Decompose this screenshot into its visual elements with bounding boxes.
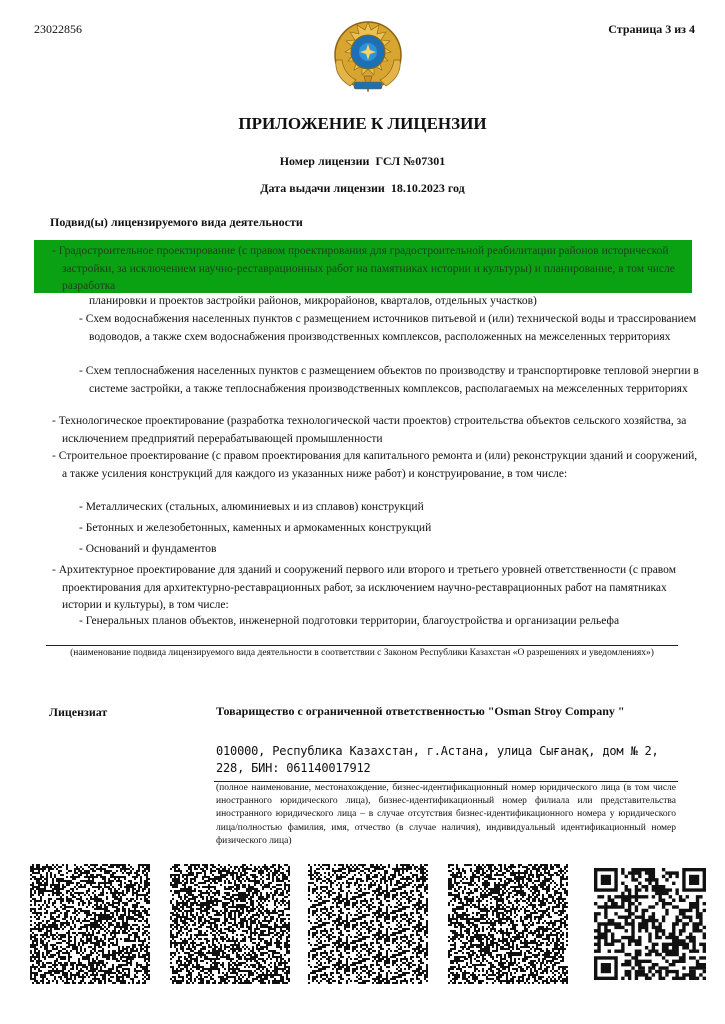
issue-date-value: 18.10.2023 год xyxy=(390,181,465,195)
activity-item: - Строительное проектирование (с правом проектирования для капитального ремонта и (или) реконструкции зданий и сооружений, а также усиления конструкций для каждого из указанных ниже работ) и конструирование, в том числе: xyxy=(52,450,698,480)
state-emblem-icon xyxy=(330,16,406,94)
licensee-name: Товарищество с ограниченной ответственностью "Osman Stroy Company " xyxy=(216,704,625,718)
licensee-address: 010000, Республика Казахстан, г.Астана, улица Сығанақ, дом № 2, 228, БИН: 061140017912 xyxy=(216,744,659,775)
activity-item-continuation: планировки и проектов застройки районов, микрорайонов, кварталов, отдельных участков) xyxy=(89,295,537,307)
qr-code-icon xyxy=(594,868,706,980)
license-number-row xyxy=(0,154,725,169)
license-number-label: Номер лицензии xyxy=(279,154,370,168)
activity-item: - Градостроительное проектирование (с правом проектирования для градостроительной реабилитации районов исторической застройки, за исключением научно-реставрационных работ на памятниках истории и культуры) и планирование, в том числе разработка xyxy=(52,245,675,292)
license-number-value: ГСЛ №07301 xyxy=(375,154,446,168)
activity-subitem: - Оснований и фундаментов xyxy=(79,543,217,555)
activity-subitem: - Бетонных и железобетонных, каменных и армокаменных конструкций xyxy=(79,522,432,534)
issue-date-label: Дата выдачи лицензии xyxy=(260,181,385,195)
activity-item: - Архитектурное проектирование для зданий и сооружений первого или второго и третьего уровней ответственности (с правом проектирования для архитектурно-реставрационных работ, за исключением научно-реставрационных работ на памятниках истории и культуры), в том числе: xyxy=(52,564,676,611)
activity-item: - Технологическое проектирование (разработка технологической части проектов) строительства объектов сельского хозяйства, за исключением предприятий перерабатывающей промышленности xyxy=(52,415,687,445)
activities-heading: Подвид(ы) лицензируемого вида деятельности xyxy=(50,215,303,229)
qr-code-icon xyxy=(170,864,290,984)
divider xyxy=(46,645,678,646)
qr-code-icon xyxy=(448,864,568,984)
qr-code-icon xyxy=(308,864,428,984)
activities-caption: (наименование подвида лицензируемого вида деятельности в соответствии с Законом Республики Казахстан «О разрешениях и уведомлениях») xyxy=(70,648,654,658)
document-number: 23022856 xyxy=(34,22,82,36)
licensee-caption: (полное наименование, местонахождение, бизнес-идентификационный номер юридического лица (в том числе иностранного юридического лица), бизнес-идентификационный номер филиала или представительства иностранного юридического лица – в случае отсутствия бизнес-идентификационного номера у юридического лица/полностью фамилия, имя, отчество (в случае наличия), индивидуальный идентификационный номер физического лица) xyxy=(216,783,676,846)
activity-subitem: - Металлических (стальных, алюминиевых и из сплавов) конструкций xyxy=(79,501,424,513)
page-counter: Страница 3 из 4 xyxy=(608,22,695,36)
activity-subitem: - Схем водоснабжения населенных пунктов с размещением источников питьевой и (или) технической воды и трассированием водоводов, а также схем водоснабжения производственных комплексов, расположенных на межселенных территориях xyxy=(79,313,697,343)
issue-date-row xyxy=(0,181,725,196)
document-title: ПРИЛОЖЕНИЕ К ЛИЦЕНЗИИ xyxy=(238,114,487,133)
qr-code-icon xyxy=(30,864,150,984)
activity-subitem: - Генеральных планов объектов, инженерной подготовки территории, благоустройства и организации рельефа xyxy=(79,615,620,627)
activity-subitem: - Схем теплоснабжения населенных пунктов с размещением объектов по производству и транспортировке тепловой энергии в системе застройки, а также теплоснабжения производственных комплексов, располагаемых на межселенных территориях xyxy=(79,365,699,395)
licensee-label: Лицензиат xyxy=(49,705,108,719)
